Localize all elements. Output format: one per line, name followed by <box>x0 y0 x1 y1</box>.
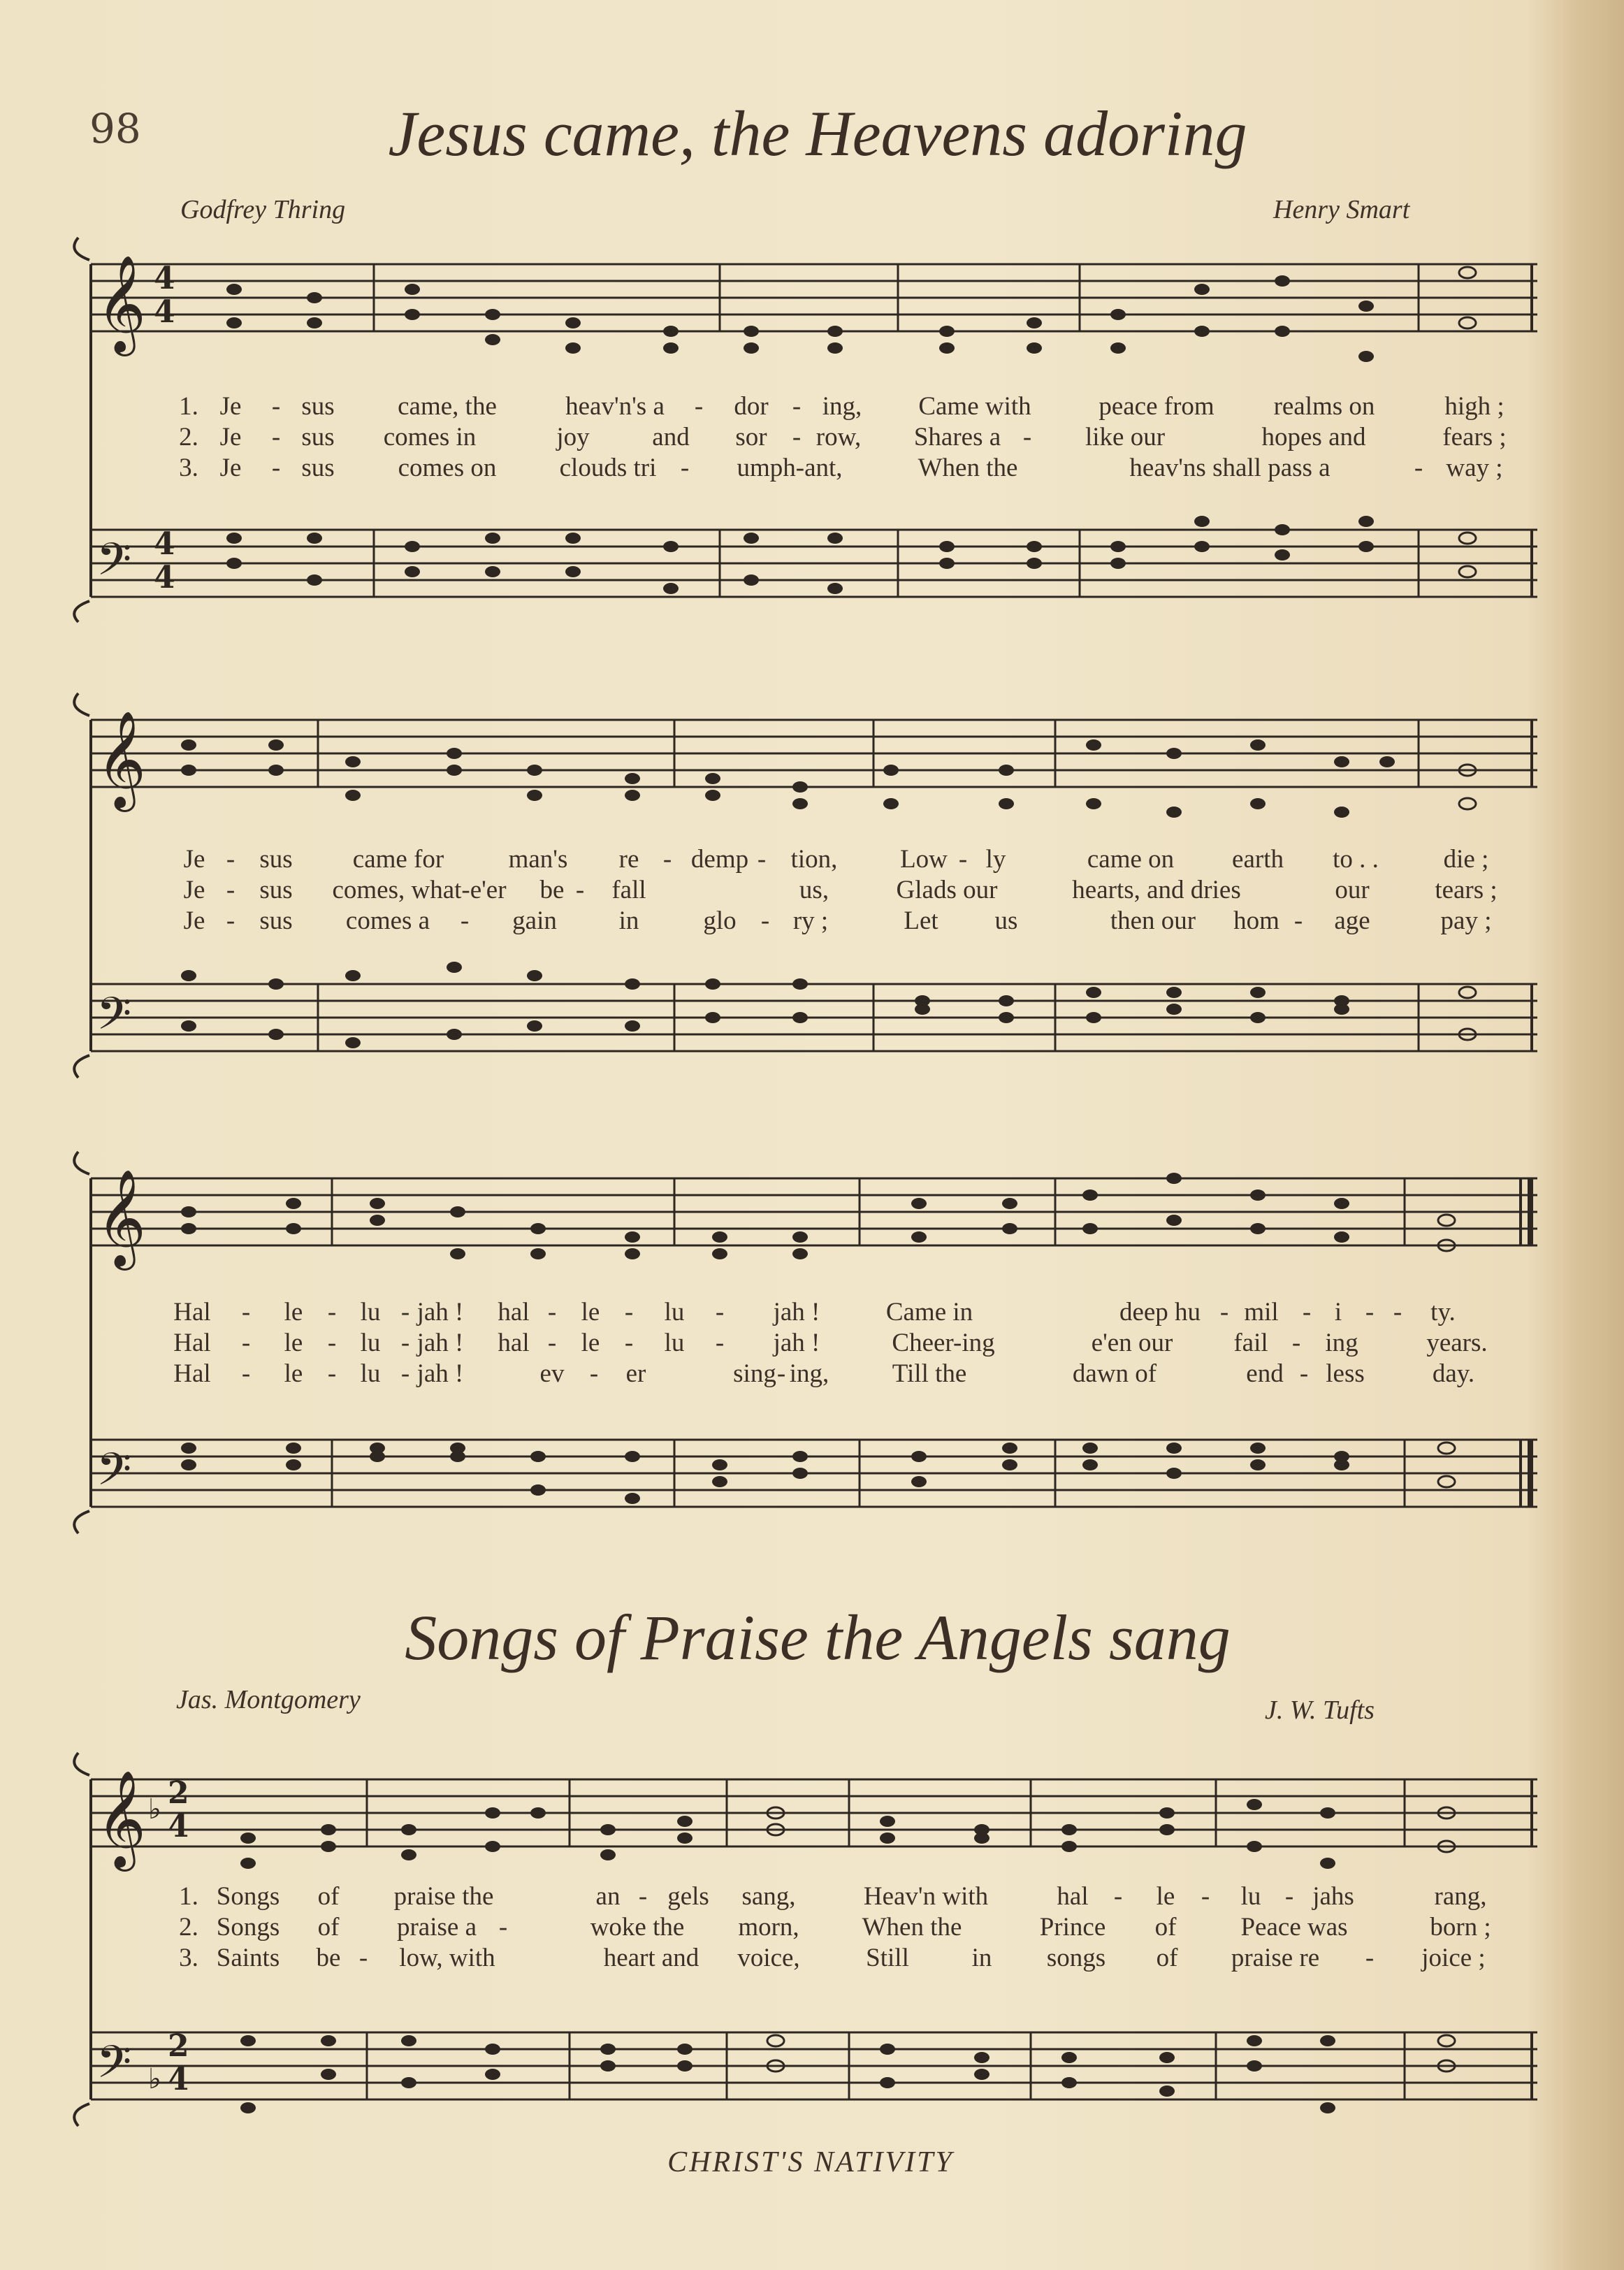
syllable: way ; <box>1446 454 1503 482</box>
syllable: gels <box>667 1882 709 1911</box>
syllable: to . . <box>1333 845 1379 874</box>
syllable: fall <box>611 876 646 904</box>
syllable: heart and <box>603 1944 699 1972</box>
syllable: ty. <box>1430 1298 1456 1326</box>
syllable: - <box>327 1298 337 1326</box>
syllable: - <box>1365 1944 1375 1972</box>
syllable: - <box>226 906 235 935</box>
hymn2-verse-3 <box>0 1943 1624 1974</box>
syllable: us <box>994 906 1018 935</box>
syllable: Shares a <box>913 423 1001 451</box>
syllable: lu <box>664 1329 685 1357</box>
syllable: glo <box>703 906 737 935</box>
syllable: clouds tri <box>559 454 657 482</box>
syllable: comes on <box>398 454 497 482</box>
syllable: - <box>358 1944 368 1972</box>
syllable: die ; <box>1443 845 1489 874</box>
syllable: our <box>1335 876 1370 904</box>
syllable: Je <box>219 454 242 482</box>
syllable: songs <box>1046 1944 1106 1972</box>
hymn-composer: J. W. Tufts <box>1265 1696 1375 1725</box>
syllable: - <box>1022 423 1032 451</box>
syllable: dawn of <box>1072 1359 1157 1388</box>
syllable: - <box>575 876 585 904</box>
syllable: - <box>226 845 235 874</box>
syllable: end <box>1246 1359 1284 1388</box>
syllable: le <box>581 1329 600 1357</box>
page-number: 98 <box>89 105 141 152</box>
syllable: hal <box>498 1329 530 1357</box>
syllable: Hal <box>173 1329 211 1357</box>
svg-text:4: 4 <box>154 261 175 296</box>
syllable: hal <box>1057 1882 1089 1911</box>
syllable: ing <box>1325 1329 1358 1357</box>
syllable: comes a <box>345 906 430 935</box>
syllable: - <box>460 906 470 935</box>
verse-number: 3. <box>179 1944 198 1972</box>
syllable: of <box>317 1913 340 1942</box>
syllable: jahs <box>1312 1882 1354 1911</box>
syllable: sus <box>301 454 335 482</box>
syllable: hom <box>1233 906 1279 935</box>
syllable: lu <box>360 1359 381 1388</box>
syllable: of <box>1156 1944 1178 1972</box>
syllable: - <box>624 1298 634 1326</box>
syllable: ly <box>985 845 1006 874</box>
syllable: - <box>757 845 767 874</box>
syllable: Heav'n with <box>863 1882 989 1911</box>
syllable: came for <box>352 845 444 874</box>
syllable: - <box>241 1359 251 1388</box>
syllable: - <box>715 1298 725 1326</box>
syllable: - <box>226 876 235 904</box>
svg-text:4: 4 <box>154 560 175 595</box>
syllable: earth <box>1232 845 1284 874</box>
syllable: le <box>284 1298 303 1326</box>
syllable: high ; <box>1444 392 1505 421</box>
page-footer: CHRIST'S NATIVITY <box>667 2146 954 2178</box>
syllable: - <box>680 454 690 482</box>
syllable: heav'n's a <box>565 392 665 421</box>
syllable: rang, <box>1434 1882 1487 1911</box>
syllable: le <box>284 1329 303 1357</box>
syllable: - <box>1201 1882 1210 1911</box>
syllable: - <box>662 845 672 874</box>
verse-2-line-1 <box>0 422 1624 453</box>
hymn2-verse-1 <box>0 1881 1624 1912</box>
svg-text:2: 2 <box>168 2028 189 2064</box>
syllable: pay ; <box>1440 906 1492 935</box>
svg-text:𝄞: 𝄞 <box>96 255 146 352</box>
hymn-title: Jesus came, the Heavens adoring <box>388 98 1247 169</box>
syllable: tion, <box>790 845 838 874</box>
syllable: le <box>581 1298 600 1326</box>
syllable: like our <box>1085 423 1166 451</box>
syllable: Hal <box>173 1359 211 1388</box>
syllable: less <box>1326 1359 1365 1388</box>
syllable: be <box>539 876 565 904</box>
verse-number: 2. <box>179 423 198 451</box>
syllable: Je <box>183 876 205 904</box>
syllable: - <box>241 1329 251 1357</box>
syllable: woke the <box>590 1913 685 1942</box>
syllable: - <box>1291 1329 1301 1357</box>
syllable: man's <box>508 845 568 874</box>
syllable: born ; <box>1430 1913 1491 1942</box>
syllable: - <box>400 1298 410 1326</box>
syllable: When the <box>862 1913 962 1942</box>
syllable: years. <box>1426 1329 1488 1357</box>
syllable: - <box>327 1329 337 1357</box>
syllable: - <box>1219 1298 1229 1326</box>
svg-text:4: 4 <box>168 2062 189 2097</box>
syllable: Je <box>183 845 205 874</box>
syllable: of <box>317 1882 340 1911</box>
syllable: hal <box>498 1298 530 1326</box>
syllable: When the <box>918 454 1018 482</box>
syllable: lu <box>664 1298 685 1326</box>
syllable: - <box>1284 1882 1294 1911</box>
syllable: low, with <box>399 1944 495 1972</box>
svg-text:𝄢: 𝄢 <box>96 534 132 597</box>
verse-3-line-1 <box>0 453 1624 484</box>
syllable: Low <box>900 845 948 874</box>
verse-1-line-3 <box>0 1297 1624 1328</box>
syllable: Came with <box>918 392 1031 421</box>
syllable: joy <box>556 423 590 451</box>
syllable: sus <box>301 423 335 451</box>
syllable: - <box>694 392 704 421</box>
syllable: jah ! <box>416 1298 464 1326</box>
syllable: jah ! <box>773 1329 820 1357</box>
syllable: - <box>498 1913 508 1942</box>
syllable: - <box>715 1329 725 1357</box>
syllable: - <box>776 1359 786 1388</box>
syllable: lu <box>360 1329 381 1357</box>
syllable: sus <box>301 392 335 421</box>
syllable: Je <box>219 392 242 421</box>
syllable: i <box>1334 1298 1342 1326</box>
verse-3-line-2 <box>0 906 1624 937</box>
syllable: - <box>1302 1298 1312 1326</box>
syllable: day. <box>1432 1359 1475 1388</box>
syllable: - <box>792 392 802 421</box>
syllable: Came in <box>885 1298 973 1326</box>
syllable: fail <box>1233 1329 1268 1357</box>
syllable: jah ! <box>416 1359 464 1388</box>
hymn-author: Godfrey Thring <box>180 195 346 224</box>
syllable: ing, <box>822 392 862 421</box>
syllable: - <box>1299 1359 1309 1388</box>
syllable: be <box>316 1944 341 1972</box>
syllable: Prince <box>1039 1913 1106 1942</box>
syllable: came, the <box>398 392 497 421</box>
syllable: Till the <box>892 1359 967 1388</box>
syllable: Songs <box>216 1913 280 1942</box>
syllable: sing <box>733 1359 776 1388</box>
syllable: of <box>1154 1913 1177 1942</box>
syllable: - <box>958 845 968 874</box>
syllable: - <box>400 1359 410 1388</box>
verse-number: 3. <box>179 454 198 482</box>
syllable: in <box>618 906 639 935</box>
syllable: fears ; <box>1442 423 1507 451</box>
syllable: - <box>400 1329 410 1357</box>
syllable: Peace was <box>1240 1913 1348 1942</box>
syllable: ing, <box>789 1359 829 1388</box>
syllable: praise re <box>1231 1944 1320 1972</box>
syllable: le <box>284 1359 303 1388</box>
syllable: age <box>1334 906 1370 935</box>
syllable: - <box>1365 1298 1375 1326</box>
syllable: umph-ant, <box>737 454 843 482</box>
syllable: in <box>971 1944 992 1972</box>
syllable: - <box>1293 906 1303 935</box>
syllable: sus <box>259 906 293 935</box>
syllable: gain <box>512 906 557 935</box>
syllable: - <box>1414 454 1423 482</box>
syllable: sor <box>735 423 767 451</box>
syllable: joice ; <box>1421 1944 1486 1972</box>
syllable: deep hu <box>1119 1298 1201 1326</box>
syllable: comes, what-e'er <box>332 876 507 904</box>
verse-1-line-2 <box>0 844 1624 875</box>
syllable: sus <box>259 876 293 904</box>
syllable: hearts, and dries <box>1072 876 1241 904</box>
syllable: e'en our <box>1091 1329 1173 1357</box>
hymn-author: Jas. Montgomery <box>176 1685 361 1714</box>
syllable: heav'ns shall pass a <box>1129 454 1331 482</box>
svg-text:♭: ♭ <box>148 1793 161 1826</box>
hymn2-verse-2 <box>0 1912 1624 1943</box>
svg-text:♭: ♭ <box>148 2063 161 2095</box>
syllable: - <box>760 906 770 935</box>
syllable: sang, <box>741 1882 796 1911</box>
syllable: Je <box>183 906 205 935</box>
syllable: an <box>595 1882 621 1911</box>
syllable: demp <box>690 845 749 874</box>
syllable: - <box>547 1298 557 1326</box>
syllable: praise a <box>396 1913 477 1942</box>
syllable: us, <box>799 876 829 904</box>
syllable: lu <box>360 1298 381 1326</box>
syllable: - <box>792 423 802 451</box>
syllable: - <box>271 392 281 421</box>
syllable: Glads our <box>896 876 998 904</box>
verse-3-line-3 <box>0 1359 1624 1389</box>
syllable: Je <box>219 423 242 451</box>
syllable: peace from <box>1099 392 1215 421</box>
verse-number: 1. <box>179 1882 198 1911</box>
svg-text:𝄞: 𝄞 <box>96 1770 146 1867</box>
syllable: dor <box>734 392 769 421</box>
syllable: ev <box>539 1359 565 1388</box>
syllable: re <box>618 845 639 874</box>
syllable: then our <box>1110 906 1196 935</box>
syllable: Saints <box>216 1944 280 1972</box>
syllable: sus <box>259 845 293 874</box>
syllable: Cheer-ing <box>892 1329 995 1357</box>
syllable: Let <box>904 906 938 935</box>
syllable: row, <box>815 423 862 451</box>
syllable: morn, <box>738 1913 799 1942</box>
syllable: - <box>271 454 281 482</box>
syllable: ry ; <box>792 906 829 935</box>
svg-text:𝄢: 𝄢 <box>96 988 132 1051</box>
svg-text:4: 4 <box>154 526 175 562</box>
syllable: voice, <box>737 1944 800 1972</box>
syllable: Still <box>866 1944 909 1972</box>
syllable: - <box>241 1298 251 1326</box>
syllable: jah ! <box>773 1298 820 1326</box>
syllable: - <box>327 1359 337 1388</box>
syllable: - <box>547 1329 557 1357</box>
syllable: lu <box>1240 1882 1261 1911</box>
syllable: realms on <box>1273 392 1375 421</box>
hymn-title: Songs of Praise the Angels sang <box>405 1602 1231 1673</box>
svg-text:𝄞: 𝄞 <box>96 711 146 808</box>
syllable: comes in <box>383 423 477 451</box>
syllable: - <box>271 423 281 451</box>
svg-text:𝄞: 𝄞 <box>96 1169 146 1266</box>
syllable: - <box>1393 1298 1402 1326</box>
syllable: - <box>589 1359 599 1388</box>
svg-text:4: 4 <box>168 1809 189 1844</box>
svg-text:𝄢: 𝄢 <box>96 1444 132 1507</box>
hymn-composer: Henry Smart <box>1273 195 1410 224</box>
svg-text:4: 4 <box>154 294 175 330</box>
syllable: jah ! <box>416 1329 464 1357</box>
syllable: - <box>638 1882 648 1911</box>
syllable: and <box>652 423 690 451</box>
verse-number: 1. <box>179 392 198 421</box>
syllable: Songs <box>216 1882 280 1911</box>
syllable: - <box>624 1329 634 1357</box>
syllable: came on <box>1087 845 1175 874</box>
syllable: er <box>625 1359 646 1388</box>
verse-2-line-3 <box>0 1328 1624 1359</box>
syllable: tears ; <box>1435 876 1498 904</box>
syllable: mil <box>1244 1298 1279 1326</box>
syllable: praise the <box>393 1882 494 1911</box>
svg-text:𝄢: 𝄢 <box>96 2037 132 2099</box>
svg-text:2: 2 <box>168 1775 189 1811</box>
syllable: hopes and <box>1261 423 1366 451</box>
syllable: - <box>1113 1882 1123 1911</box>
verse-2-line-2 <box>0 875 1624 906</box>
verse-1-line-1 <box>0 391 1624 422</box>
syllable: le <box>1156 1882 1175 1911</box>
verse-number: 2. <box>179 1913 198 1942</box>
syllable: Hal <box>173 1298 211 1326</box>
